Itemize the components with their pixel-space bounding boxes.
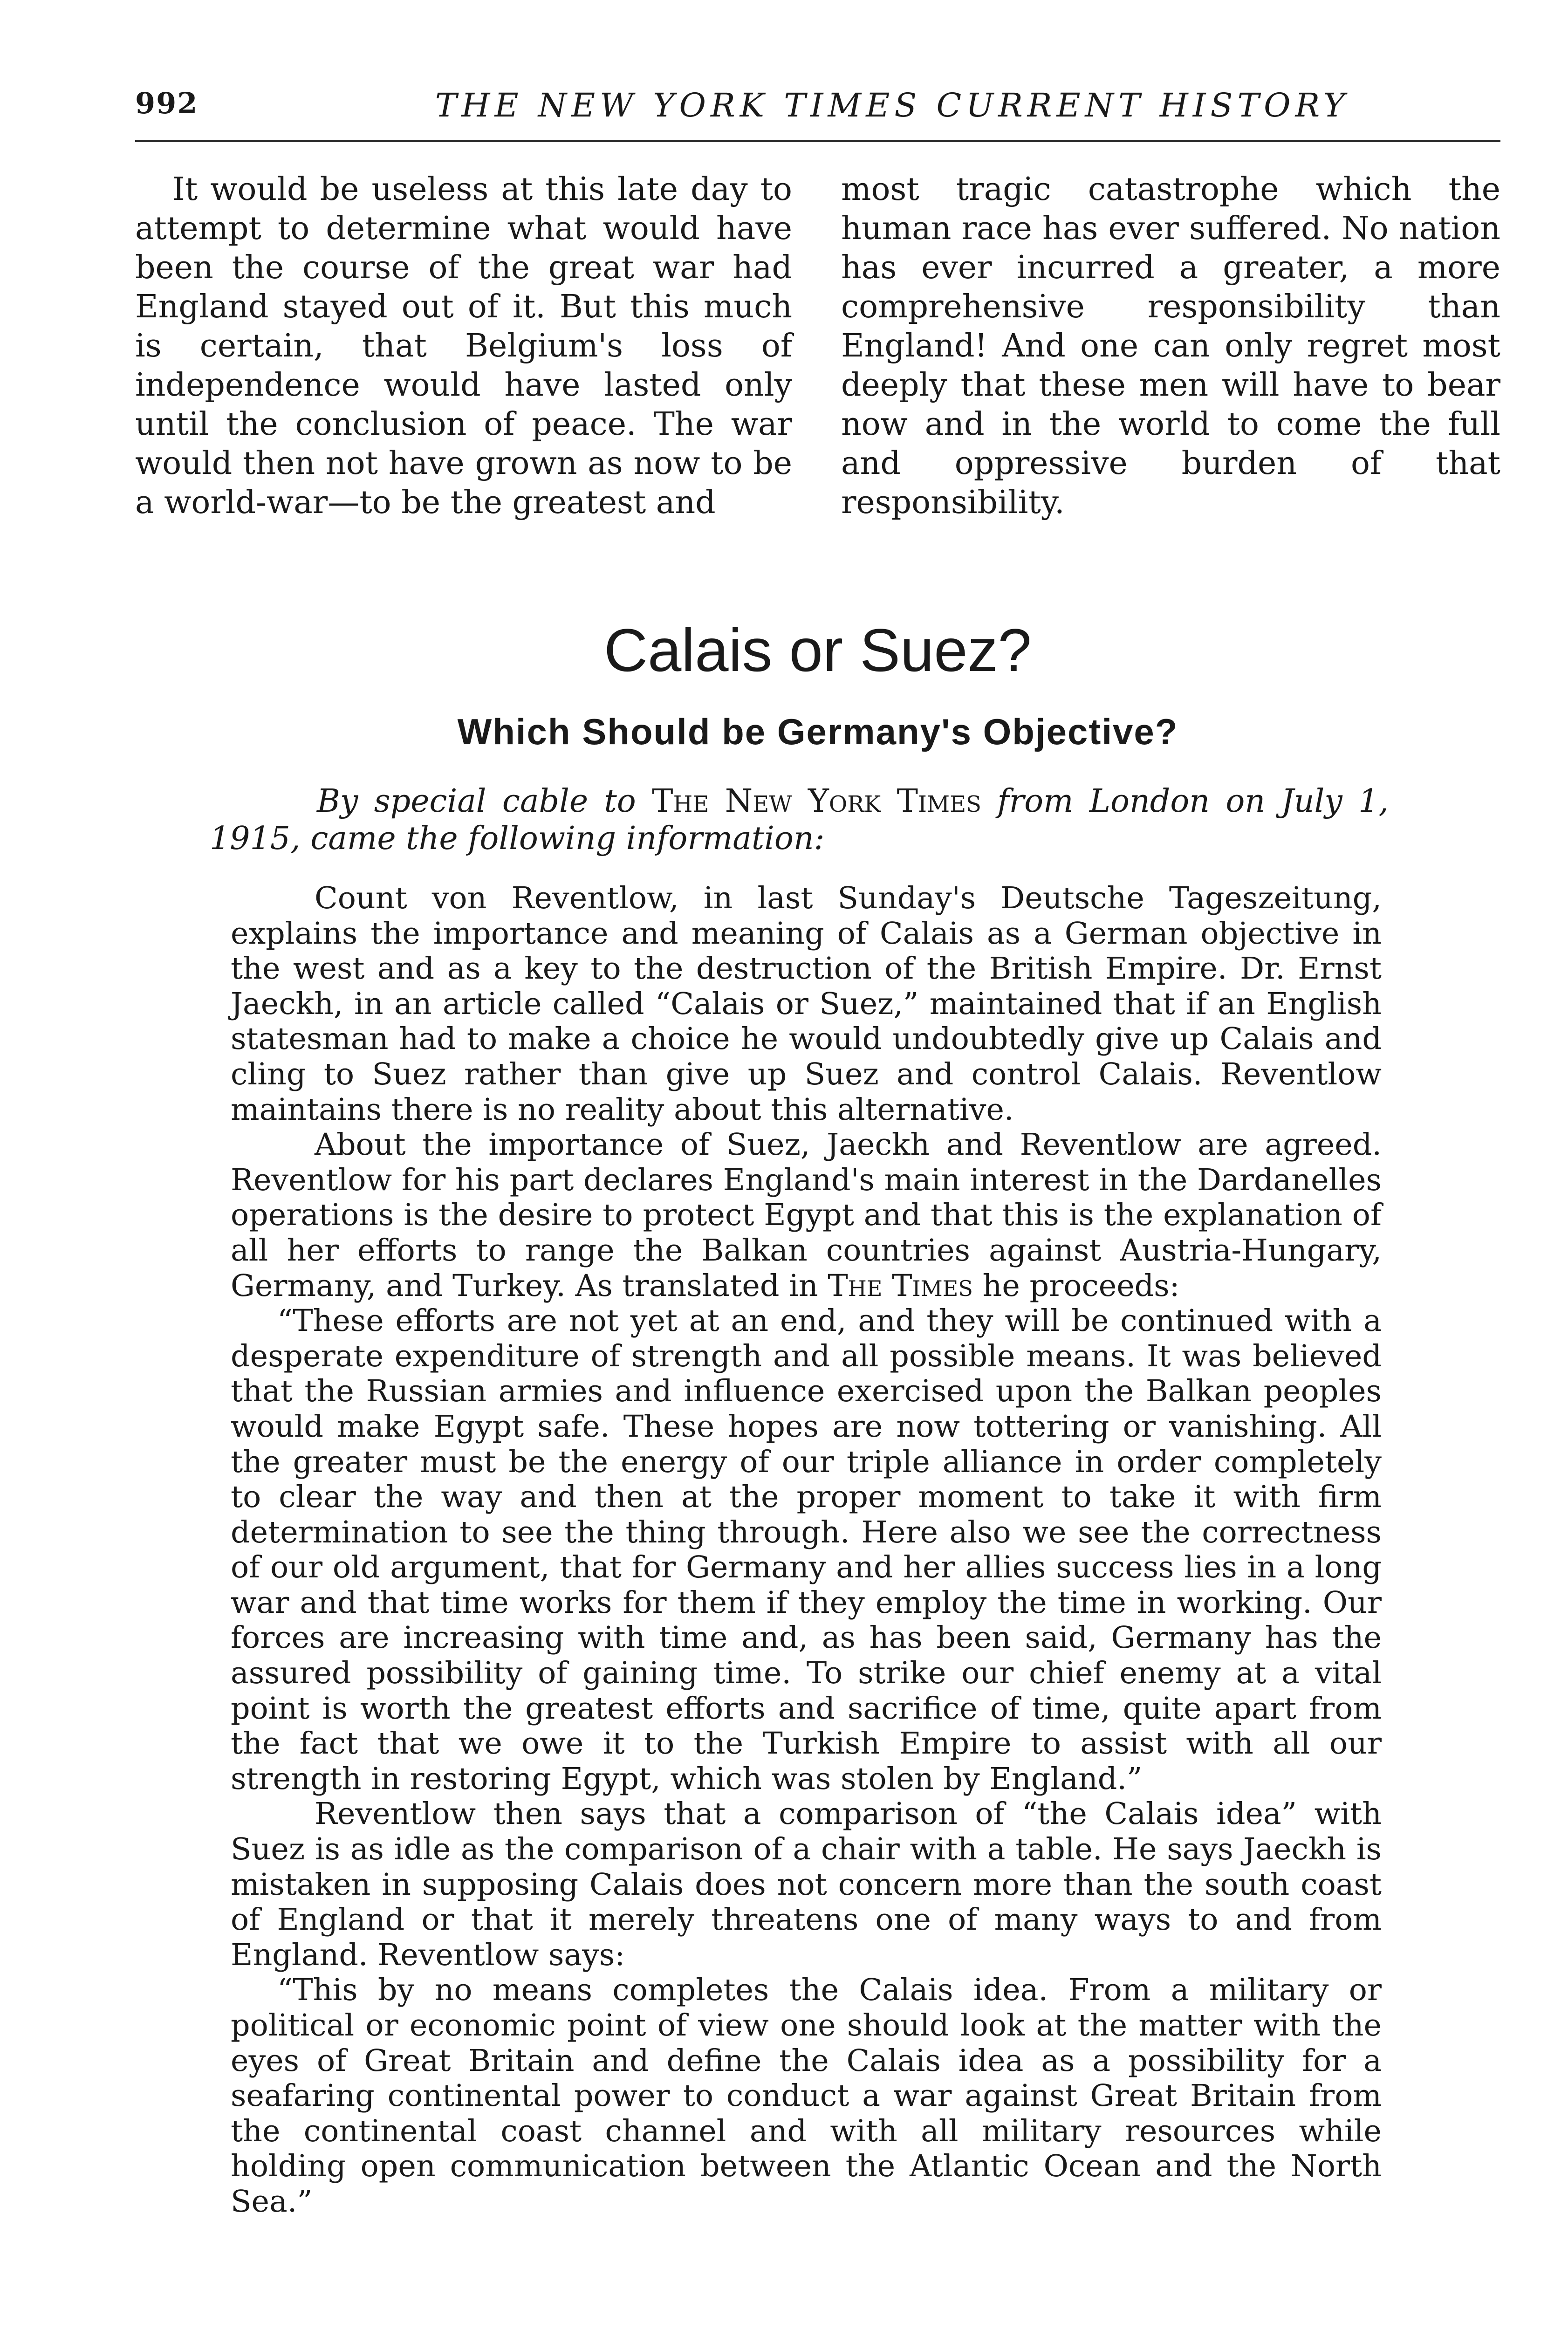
- body-paragraph-text: About the importance of Suez, Jaeckh and Reventlow are agreed. Reventlow for his part declares England's main interest in the Dardanelles operations is the desire to protect Egypt and that this is the explanation of all her efforts to range the Balkan countries against Austria-Hungary, Germany, and Turkey. As translated in: [231, 1127, 1382, 1303]
- page-number: 992: [135, 86, 199, 120]
- article-intro: [210, 783, 1389, 857]
- running-header: [135, 86, 1500, 137]
- article-subtitle: Which Should be Germany's Objective?: [457, 711, 1178, 752]
- body-paragraph: Reventlow then says that a comparison of “the Calais idea” with Suez is as idle as the comparison of a chair with a table. He says Jaeckh is mistaken in supposing Calais does not concern more than the south coast of England or that it merely threatens one of many ways to and from England. Reventlow says:: [231, 1796, 1382, 1973]
- intro-text-end: from London on July 1, 1915, came the following information:: [210, 783, 1389, 857]
- continued-text-left-column: [135, 170, 792, 522]
- body-paragraph: Count von Reventlow, in last Sunday's Deutsche Tageszeitung, explains the importance and meaning of Calais as a German objective in the west and as a key to the destruction of the British Empire. Dr. Ernst Jaeckh, in an article called “Calais or Suez,” maintained that if an English statesman had to make a choice he would undoubtedly give up Calais and cling to Suez rather than give up Suez and control Calais. Reventlow maintains there is no reality about this alternative.: [231, 881, 1382, 1127]
- source-name: The Times: [828, 1268, 973, 1303]
- quote-paragraph: “This by no means completes the Calais idea. From a military or political or economic point of view one should look at the matter with the eyes of Great Britain and define the Calais idea as a possibility for a seafaring continental power to conduct a war against Great Britain from the continental coast channel and with all military resources while holding open communication between the Atlantic Ocean and the North Sea.”: [231, 1973, 1382, 2219]
- continued-paragraph-left: It would be useless at this late day to attempt to determine what would have been the course of the great war had England stayed out of it. But this much is certain, that Belgium's loss of independence would have lasted only until the conclusion of peace. The war would then not have grown as now to be a world-war—to be the greatest and: [135, 171, 792, 521]
- article-body: [231, 881, 1382, 2220]
- body-paragraph-text: he proceeds:: [982, 1268, 1180, 1303]
- header-divider: [135, 140, 1500, 142]
- continued-text-right-column: [841, 170, 1500, 522]
- intro-source-name: The New York Times: [652, 783, 982, 820]
- body-paragraph: [231, 1127, 1382, 1303]
- continued-paragraph-right: most tragic catastrophe which the human race has ever suffered. No nation has ever incurred a greater, a more comprehensive responsibility than England! And one can only regret most deeply that these men will have to bear now and in the world to come the full and oppressive burden of that responsibility.: [841, 171, 1500, 521]
- intro-text-start: By special cable to: [317, 783, 636, 820]
- article-title: Calais or Suez?: [604, 616, 1032, 684]
- quote-paragraph: “These efforts are not yet at an end, and they will be continued with a desperate expenditure of strength and all possible means. It was believed that the Russian armies and influence exercised upon the Balkan peoples would make Egypt safe. These hopes are now tottering or vanishing. All the greater must be the energy of our triple alliance in order completely to clear the way and then at the proper moment to take it with firm determination to see the thing through. Here also we see the correctness of our old argument, that for Germany and her allies success lies in a long war and that time works for them if they employ the time in working. Our forces are increasing with time and, as has been said, Germany has the assured possibility of gaining time. To strike our chief enemy at a vital point is worth the greatest efforts and sacrifice of time, quite apart from the fact that we owe it to the Turkish Empire to assist with all our strength in restoring Egypt, which was stolen by England.”: [231, 1303, 1382, 1796]
- journal-title: THE NEW YORK TIMES CURRENT HISTORY: [435, 86, 1350, 124]
